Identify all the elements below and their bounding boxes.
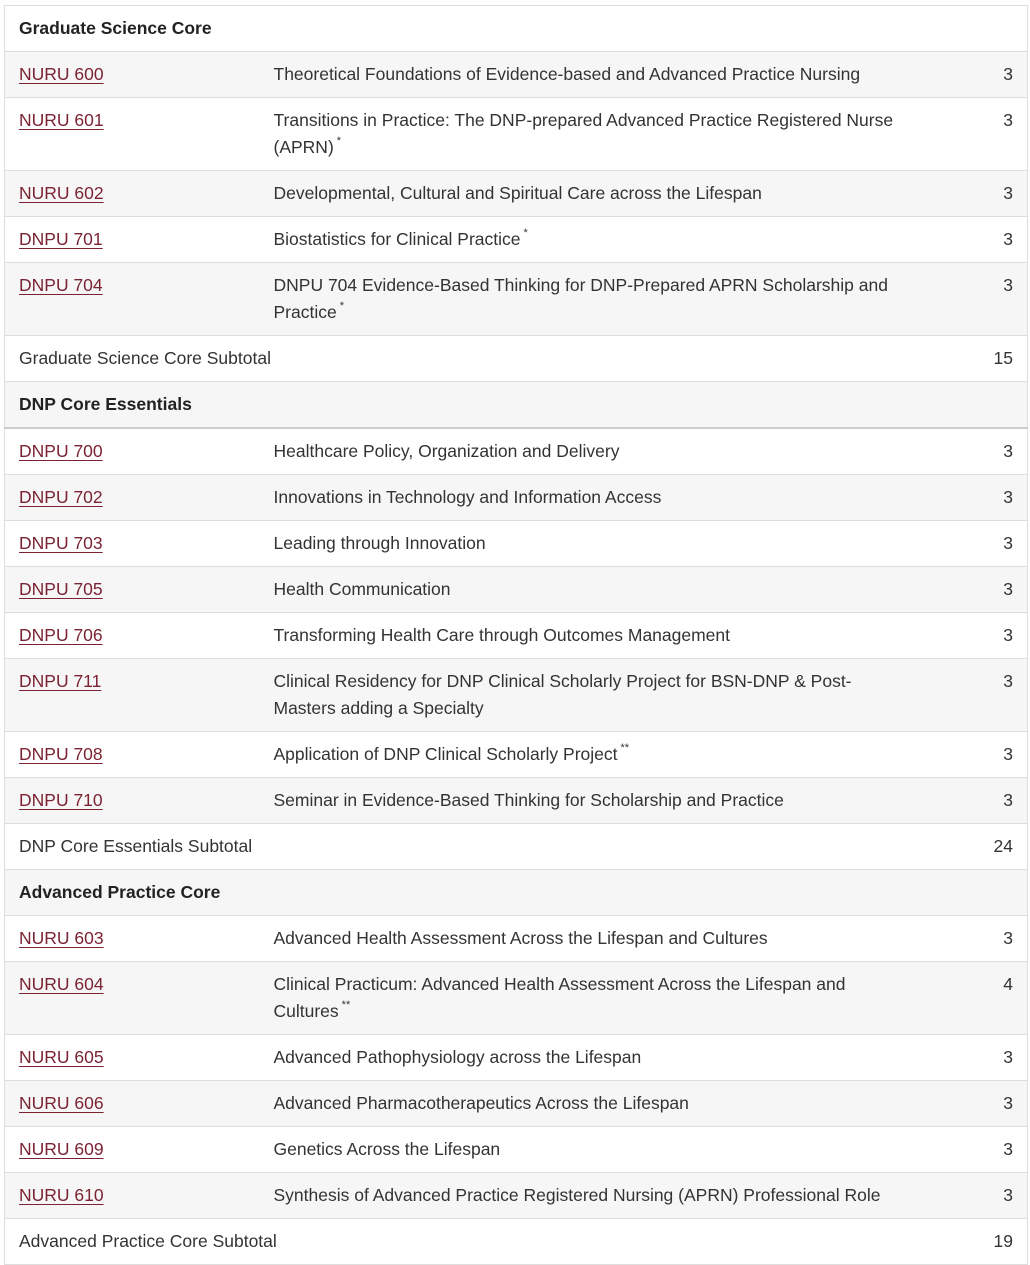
course-title: Leading through Innovation [273,533,486,553]
course-title: Healthcare Policy, Organization and Delivery [273,441,620,461]
course-title: Advanced Pathophysiology across the Lifespan [273,1047,642,1067]
course-title-cell [260,521,928,567]
table-row [5,659,1028,732]
subtotal-label: DNP Core Essentials Subtotal [5,824,928,870]
course-code-link[interactable]: DNPU 706 [19,625,103,645]
section-header: DNP Core Essentials [5,382,1028,429]
course-title-cell [260,916,928,962]
subtotal-label: Graduate Science Core Subtotal [5,336,928,382]
table-row [5,1081,1028,1127]
table-row [5,521,1028,567]
course-title-cell [260,778,928,824]
table-row [5,171,1028,217]
course-title-cell [260,217,928,263]
subtotal-label: Advanced Practice Core Subtotal [5,1219,928,1265]
course-hours: 3 [928,613,1028,659]
course-requirements-table [4,5,1028,1265]
table-row [5,732,1028,778]
course-title-cell [260,732,928,778]
course-title-cell [260,659,928,732]
course-code-link[interactable]: DNPU 702 [19,487,103,507]
course-code-link[interactable]: NURU 610 [19,1185,104,1205]
course-hours: 3 [928,778,1028,824]
course-title: Genetics Across the Lifespan [273,1139,501,1159]
course-hours: 3 [928,1081,1028,1127]
course-footnote-mark: * [339,300,344,313]
course-title: Application of DNP Clinical Scholarly Project [273,744,618,764]
course-hours: 3 [928,1127,1028,1173]
table-row [5,475,1028,521]
course-hours: 3 [928,1035,1028,1081]
course-title: Seminar in Evidence-Based Thinking for Scholarship and Practice [273,790,784,810]
course-hours: 3 [928,567,1028,613]
course-hours: 3 [928,475,1028,521]
course-hours: 3 [928,916,1028,962]
table-row [5,613,1028,659]
course-footnote-mark: ** [620,742,630,755]
course-footnote-mark: ** [341,999,351,1012]
course-footnote-mark: * [336,135,342,148]
course-hours: 3 [928,52,1028,98]
course-title-cell [260,567,928,613]
subtotal-row [5,336,1028,382]
course-code-link[interactable]: DNPU 708 [19,744,103,764]
course-title-cell [260,428,928,475]
course-code-link[interactable]: NURU 601 [19,110,104,130]
table-row [5,1173,1028,1219]
course-code-link[interactable]: NURU 604 [19,974,104,994]
course-title: Transforming Health Care through Outcomes Management [273,625,731,645]
section-header: Advanced Practice Core [5,870,1028,916]
course-title: DNPU 704 Evidence-Based Thinking for DNP-Prepared APRN Scholarship and Practice [273,275,888,322]
course-title-cell [260,475,928,521]
course-hours: 3 [928,428,1028,475]
course-code-link[interactable]: NURU 602 [19,183,104,203]
course-title: Clinical Practicum: Advanced Health Assessment Across the Lifespan and Cultures [273,974,846,1021]
course-code-link[interactable]: NURU 600 [19,64,104,84]
course-title-cell [260,52,928,98]
course-code-link[interactable]: DNPU 710 [19,790,103,810]
course-title: Transitions in Practice: The DNP-prepared Advanced Practice Registered Nurse (APRN) [273,110,894,157]
course-hours: 3 [928,98,1028,171]
course-hours: 4 [928,962,1028,1035]
course-hours: 3 [928,659,1028,732]
course-title-cell [260,962,928,1035]
section-header: Graduate Science Core [5,6,1028,52]
table-row [5,1127,1028,1173]
course-title: Clinical Residency for DNP Clinical Scholarly Project for BSN-DNP & Post-Masters adding a Specialty [273,671,852,718]
course-code-link[interactable]: DNPU 703 [19,533,103,553]
course-code-link[interactable]: NURU 609 [19,1139,104,1159]
course-title-cell [260,1081,928,1127]
course-code-link[interactable]: NURU 605 [19,1047,104,1067]
course-title: Advanced Health Assessment Across the Lifespan and Cultures [273,928,768,948]
course-title: Advanced Pharmacotherapeutics Across the Lifespan [273,1093,689,1113]
table-row [5,567,1028,613]
course-title: Developmental, Cultural and Spiritual Care across the Lifespan [273,183,762,203]
section-header-row [5,870,1028,916]
table-row [5,916,1028,962]
course-code-link[interactable]: DNPU 705 [19,579,103,599]
course-title-cell [260,613,928,659]
course-title-cell [260,1127,928,1173]
course-hours: 3 [928,217,1028,263]
course-title-cell [260,1035,928,1081]
course-title-cell [260,1173,928,1219]
course-code-link[interactable]: DNPU 700 [19,441,103,461]
subtotal-value: 19 [928,1219,1028,1265]
table-row [5,962,1028,1035]
course-code-link[interactable]: NURU 603 [19,928,104,948]
course-code-link[interactable]: NURU 606 [19,1093,104,1113]
table-row [5,98,1028,171]
course-hours: 3 [928,732,1028,778]
course-hours: 3 [928,171,1028,217]
section-header-row [5,6,1028,52]
course-title: Synthesis of Advanced Practice Registered Nursing (APRN) Professional Role [273,1185,881,1205]
course-hours: 3 [928,1173,1028,1219]
course-title: Innovations in Technology and Information Access [273,487,662,507]
course-title: Health Communication [273,579,451,599]
course-title-cell [260,171,928,217]
course-hours: 3 [928,521,1028,567]
section-header-row [5,382,1028,429]
table-row [5,217,1028,263]
table-row [5,428,1028,475]
subtotal-value: 15 [928,336,1028,382]
table-row [5,263,1028,336]
subtotal-value: 24 [928,824,1028,870]
table-row [5,778,1028,824]
course-code-link[interactable]: DNPU 704 [19,275,103,295]
subtotal-row [5,824,1028,870]
course-code-link[interactable]: DNPU 711 [19,671,102,691]
course-title-cell [260,98,928,171]
table-row [5,52,1028,98]
table-row [5,1035,1028,1081]
course-footnote-mark: * [523,227,528,240]
course-title: Theoretical Foundations of Evidence-based and Advanced Practice Nursing [273,64,861,84]
course-title-cell [260,263,928,336]
course-title: Biostatistics for Clinical Practice [273,229,521,249]
subtotal-row [5,1219,1028,1265]
course-code-link[interactable]: DNPU 701 [19,229,103,249]
course-hours: 3 [928,263,1028,336]
